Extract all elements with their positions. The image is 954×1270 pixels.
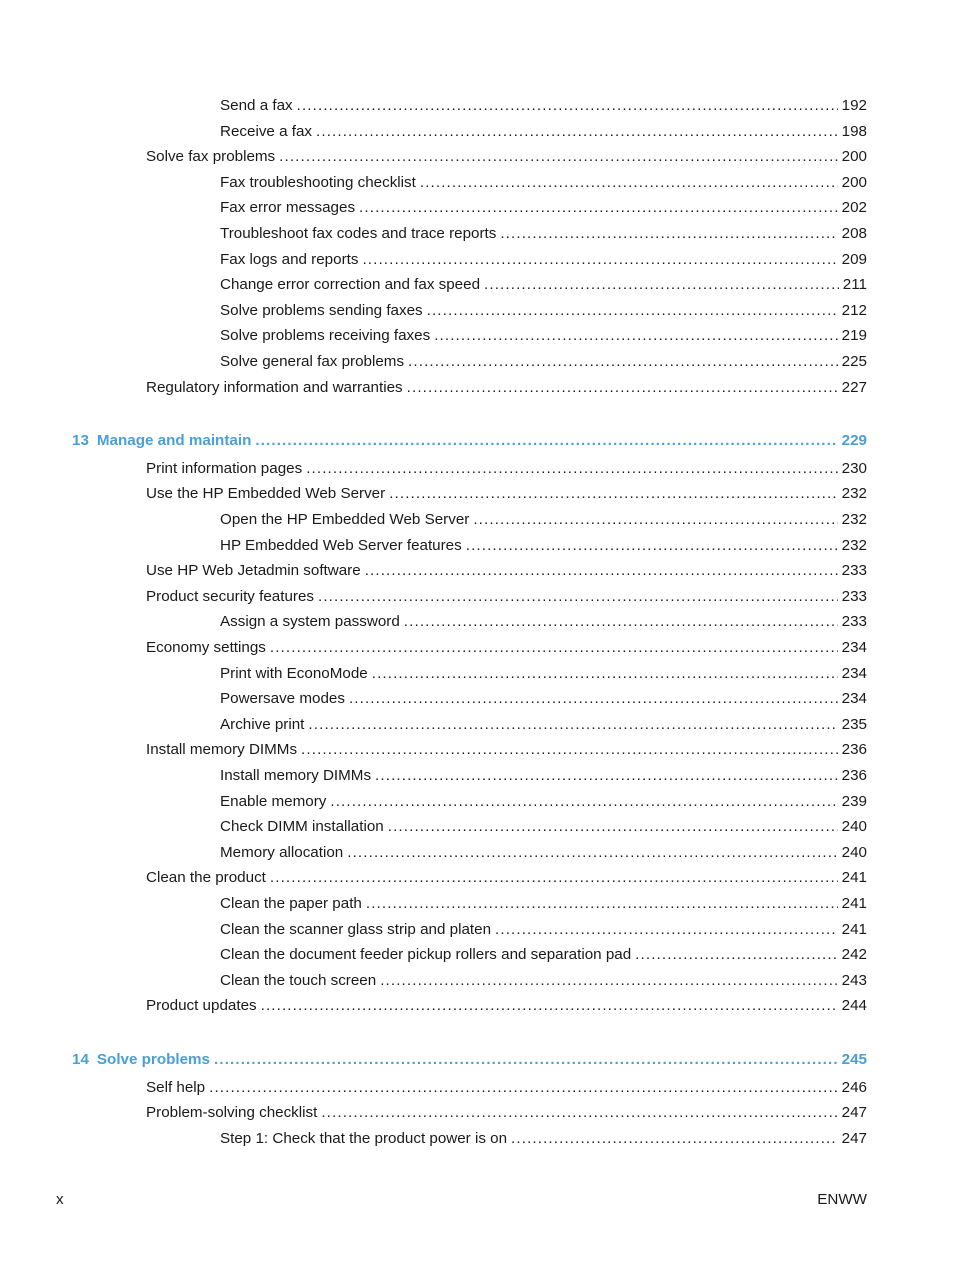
toc-entry-title — [220, 510, 469, 530]
toc-entry-title — [220, 945, 631, 965]
toc-entry-label: Step 1: Check that the product power is on — [220, 1129, 508, 1147]
toc-entry[interactable] — [146, 996, 867, 1016]
toc-entry-title — [220, 301, 423, 321]
toc-entry-title — [146, 996, 257, 1016]
toc-entry-label: Problem-solving checklist — [146, 1104, 318, 1122]
toc-entry-label: Install memory DIMMs — [220, 767, 372, 784]
dot-leader — [301, 740, 838, 760]
toc-entry[interactable] — [146, 1078, 867, 1098]
toc-page-number: 198 — [841, 122, 867, 140]
dot-leader — [270, 868, 838, 888]
toc-entry-label: Clean the product — [146, 869, 266, 887]
toc-entry[interactable] — [146, 587, 867, 607]
toc-entry-title — [220, 275, 480, 295]
dot-leader — [366, 894, 838, 914]
toc-entry[interactable] — [220, 792, 867, 812]
toc-page-number: 219 — [841, 327, 867, 345]
toc-entry-label: Send a fax — [220, 97, 293, 114]
toc-entry-label: Solve fax problems — [146, 148, 276, 166]
toc-entry-label: Receive a fax — [220, 122, 313, 140]
toc-entry-title — [220, 664, 368, 684]
toc-entry-label: Fax troubleshooting checklist — [220, 173, 416, 191]
toc-page-number: 240 — [841, 818, 867, 836]
toc-entry[interactable] — [146, 1103, 867, 1123]
toc-entry[interactable] — [220, 766, 867, 786]
toc-page-number: 244 — [841, 997, 867, 1015]
dot-leader — [420, 173, 838, 193]
toc-page-number: 235 — [841, 715, 867, 733]
toc-entry-title — [146, 868, 266, 888]
toc-entry-title — [220, 224, 496, 244]
toc-entry-label: Print with EconoMode — [220, 664, 368, 682]
toc-entry-label: Check DIMM installation — [220, 818, 384, 836]
dot-leader — [372, 664, 838, 684]
toc-entry-label: Clean the paper path — [220, 895, 362, 912]
toc-page-number: 236 — [841, 767, 867, 784]
toc-entry-title — [146, 147, 275, 167]
toc-entry-title — [220, 1129, 507, 1149]
dot-leader — [362, 250, 837, 270]
toc-entry-label: Powersave modes — [220, 690, 345, 708]
toc-page-number: 227 — [841, 378, 867, 396]
dot-leader — [308, 715, 837, 735]
toc-entry-title — [220, 122, 312, 142]
toc-page-number: 246 — [841, 1078, 867, 1096]
toc-entry-title — [146, 484, 385, 504]
toc-entry-title — [146, 1078, 205, 1098]
toc-entry-title — [220, 198, 355, 218]
toc-entry-title — [146, 740, 297, 760]
toc-entry[interactable] — [220, 224, 867, 244]
dot-leader — [473, 510, 837, 530]
toc-page-number: 234 — [841, 690, 867, 708]
toc-entry-label: Self help — [146, 1078, 206, 1096]
toc-entry-title — [146, 1103, 317, 1123]
toc-entry-label: Troubleshoot fax codes and trace reports — [220, 225, 497, 242]
toc-entry-title — [146, 378, 403, 398]
toc-page-number: 230 — [841, 459, 867, 477]
toc-entry-title — [220, 715, 304, 735]
toc-entry-title — [146, 459, 302, 479]
dot-leader — [255, 431, 837, 451]
dot-leader — [408, 352, 838, 372]
toc-entry[interactable] — [146, 484, 867, 504]
toc-entry[interactable] — [220, 275, 867, 295]
toc-entry[interactable] — [220, 352, 867, 372]
toc-entry-label: Use the HP Embedded Web Server — [146, 485, 386, 503]
toc-page-number: 242 — [841, 946, 867, 964]
toc-entry[interactable] — [146, 378, 867, 398]
toc-entry-label: Enable memory — [220, 792, 327, 810]
toc-page-number: 208 — [841, 225, 867, 242]
toc-entry-label: Solve problems receiving faxes — [220, 327, 431, 345]
toc-page-number: 200 — [841, 148, 867, 166]
chapter-number: 13 — [72, 432, 89, 450]
toc-page-number: 232 — [841, 511, 867, 528]
document-code: ENWW — [817, 1191, 867, 1208]
toc-page-number: 247 — [841, 1104, 867, 1122]
toc-page-number: 200 — [841, 173, 867, 191]
dot-leader — [279, 147, 838, 167]
toc-entry-title — [220, 536, 462, 556]
toc-entry-label: Use HP Web Jetadmin software — [146, 562, 361, 580]
toc-entry-label: Regulatory information and warranties — [146, 378, 403, 396]
toc-entry-label: Solve problems — [96, 1051, 211, 1068]
dot-leader — [389, 484, 837, 504]
toc-entry[interactable] — [220, 301, 867, 321]
toc-entry-label: Print information pages — [146, 459, 303, 477]
toc-entry-label: Solve problems sending faxes — [220, 301, 423, 319]
toc-entry-label: Assign a system password — [220, 613, 400, 631]
toc-entry[interactable] — [146, 638, 867, 658]
dot-leader — [209, 1078, 838, 1098]
toc-entry-title — [220, 96, 293, 116]
toc-entry-title — [146, 561, 361, 581]
toc-page-number: 202 — [841, 199, 867, 217]
toc-page-number: 240 — [841, 843, 867, 861]
dot-leader — [380, 971, 837, 991]
dot-leader — [316, 122, 838, 142]
dot-leader — [318, 587, 838, 607]
toc-entry-title — [220, 817, 384, 837]
toc-entry[interactable] — [220, 612, 867, 632]
dot-leader — [466, 536, 838, 556]
toc-page-number: 234 — [841, 664, 867, 682]
toc-entry-label: Memory allocation — [220, 843, 344, 861]
toc-entry[interactable] — [220, 945, 867, 965]
toc-page-number: 247 — [841, 1129, 867, 1147]
dot-leader — [484, 275, 839, 295]
toc-entry-title — [220, 766, 371, 786]
toc-entry-title — [146, 587, 314, 607]
toc-entry-title — [220, 250, 358, 270]
toc-entry[interactable] — [220, 843, 867, 863]
toc-entry[interactable] — [220, 817, 867, 837]
toc-entry-label: Product updates — [146, 997, 257, 1015]
toc-entry[interactable] — [146, 147, 867, 167]
dot-leader — [635, 945, 837, 965]
toc-entry-label: Fax logs and reports — [220, 250, 359, 268]
toc-entry-title — [146, 638, 266, 658]
dot-leader — [511, 1129, 838, 1149]
toc-entry-label: Clean the scanner glass strip and platen — [220, 920, 492, 938]
toc-entry[interactable] — [220, 326, 867, 346]
toc-page-number: 245 — [841, 1051, 867, 1068]
dot-leader — [407, 378, 838, 398]
toc-entry-label: Open the HP Embedded Web Server — [220, 511, 470, 528]
toc-chapter-entry[interactable] — [72, 1050, 867, 1070]
toc-entry-title — [220, 352, 404, 372]
toc-page-number: 225 — [841, 353, 867, 370]
dot-leader — [375, 766, 838, 786]
toc-entry-label: Product security features — [146, 587, 314, 605]
toc-page-number: 241 — [841, 869, 867, 887]
dot-leader — [359, 198, 838, 218]
toc-entry[interactable] — [220, 536, 867, 556]
toc-entry-label: Solve general fax problems — [220, 353, 405, 370]
toc-entry[interactable] — [220, 1129, 867, 1149]
dot-leader — [214, 1050, 838, 1070]
dot-leader — [347, 843, 837, 863]
toc-entry-title — [220, 173, 416, 193]
toc-entry-label: Install memory DIMMs — [146, 741, 298, 759]
toc-entry-title — [220, 326, 430, 346]
page-number: x — [56, 1191, 64, 1208]
dot-leader — [261, 996, 838, 1016]
toc-entry-label: Archive print — [220, 715, 305, 733]
toc-entry[interactable] — [146, 561, 867, 581]
toc-page-number: 209 — [841, 250, 867, 268]
dot-leader — [270, 638, 838, 658]
dot-leader — [297, 96, 838, 116]
dot-leader — [365, 561, 838, 581]
dot-leader — [306, 459, 837, 479]
toc-entry-title — [72, 431, 251, 451]
toc-entry-label: Fax error messages — [220, 199, 356, 217]
toc-page-number: 232 — [841, 485, 867, 503]
toc-entry[interactable] — [220, 689, 867, 709]
toc-page-number: 211 — [842, 276, 867, 294]
toc-page-number: 229 — [841, 432, 867, 450]
toc-entry[interactable] — [220, 894, 867, 914]
toc-entry[interactable] — [220, 510, 867, 530]
toc-entry-title — [72, 1050, 210, 1070]
toc-entry-label: HP Embedded Web Server features — [220, 536, 462, 554]
dot-leader — [388, 817, 838, 837]
toc-entry-title — [220, 689, 345, 709]
toc-entry[interactable] — [146, 740, 867, 760]
toc-page-number: 212 — [841, 301, 867, 319]
toc-entry-title — [220, 920, 491, 940]
toc-entry[interactable] — [220, 920, 867, 940]
toc-entry-label: Clean the touch screen — [220, 971, 377, 989]
toc-entry[interactable] — [220, 122, 867, 142]
toc-entry-label: Economy settings — [146, 639, 266, 656]
toc-entry-title — [220, 971, 376, 991]
dot-leader — [495, 920, 838, 940]
toc-page-number: 232 — [841, 536, 867, 554]
toc-entry[interactable] — [220, 715, 867, 735]
toc-chapter-entry[interactable] — [72, 431, 867, 451]
toc-entry[interactable] — [220, 250, 867, 270]
toc-entry[interactable] — [146, 459, 867, 479]
toc-page-number: 239 — [841, 792, 867, 810]
toc-entry-title — [220, 894, 362, 914]
toc-page-number: 236 — [841, 741, 867, 759]
toc-entry-title — [220, 843, 343, 863]
dot-leader — [427, 301, 838, 321]
toc-page-number: 241 — [841, 920, 867, 938]
toc-entry[interactable] — [220, 664, 867, 684]
toc-entry[interactable] — [220, 198, 867, 218]
chapter-number: 14 — [72, 1051, 89, 1068]
dot-leader — [500, 224, 837, 244]
dot-leader — [330, 792, 837, 812]
toc-entry[interactable] — [146, 868, 867, 888]
dot-leader — [404, 612, 838, 632]
toc-page-number: 241 — [841, 895, 867, 912]
toc-entry[interactable] — [220, 971, 867, 991]
dot-leader — [349, 689, 838, 709]
toc-entry-title — [220, 612, 400, 632]
dot-leader — [321, 1103, 837, 1123]
toc-page-number: 234 — [841, 639, 867, 656]
toc-page-number: 233 — [841, 562, 867, 580]
toc-entry[interactable] — [220, 173, 867, 193]
toc-page-number: 233 — [841, 613, 867, 631]
toc-page-number: 233 — [841, 587, 867, 605]
toc-entry[interactable] — [220, 96, 867, 116]
toc-entry-title — [220, 792, 326, 812]
toc-page-number: 243 — [841, 971, 867, 989]
toc-entry-label: Change error correction and fax speed — [220, 276, 481, 294]
dot-leader — [434, 326, 837, 346]
toc-page-number: 192 — [841, 97, 867, 114]
toc-entry-label: Manage and maintain — [96, 432, 252, 450]
toc-entry-label: Clean the document feeder pickup rollers and separation pad — [220, 946, 632, 964]
